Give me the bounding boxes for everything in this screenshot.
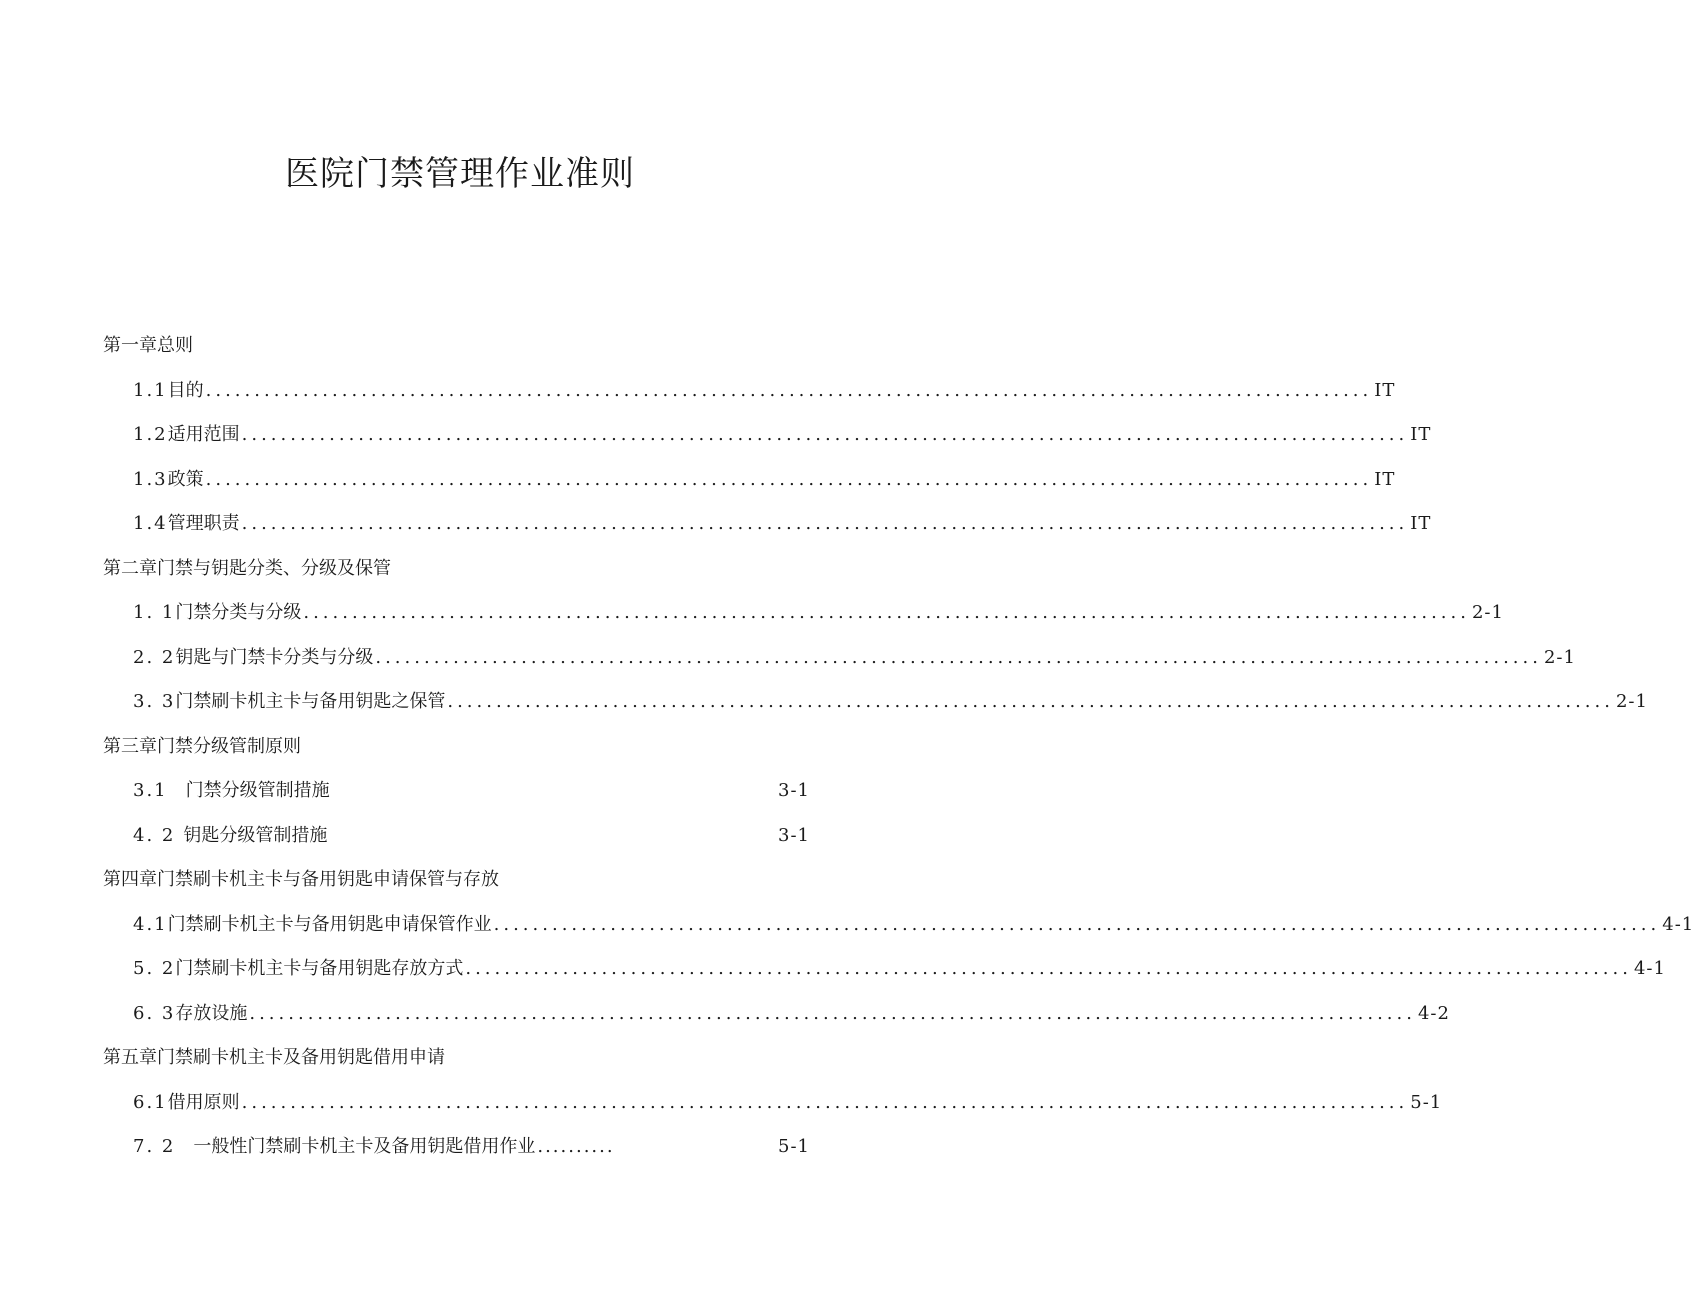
toc-entry-label: 存放设施 xyxy=(175,1003,248,1024)
toc-entry-number: 3. 3 xyxy=(133,691,176,712)
toc-entry xyxy=(133,509,1432,535)
toc-entry-number: 4. 2 xyxy=(133,825,176,846)
toc-chapter-heading xyxy=(103,732,301,758)
toc-entry-number: 4.1 xyxy=(133,914,168,935)
toc-entry xyxy=(133,910,1694,936)
toc-entry-label: 钥匙与门禁卡分类与分级 xyxy=(175,647,374,668)
toc-dot-leader: ........................................................................................................................ xyxy=(249,1003,1416,1024)
toc-page-number: 5-1 xyxy=(1410,1092,1443,1113)
toc-entry xyxy=(133,1132,810,1158)
toc-page-number: IT xyxy=(1374,380,1396,401)
toc-chapter-label: 第一章总则 xyxy=(103,335,193,356)
toc-entry-number: 1.4 xyxy=(133,513,168,534)
toc-entry-number: 1.3 xyxy=(133,469,168,490)
toc-chapter-label: 第三章门禁分级管制原则 xyxy=(103,736,301,757)
toc-entry xyxy=(133,999,1450,1025)
toc-entry-label: 政策 xyxy=(167,469,204,490)
toc-entry xyxy=(133,687,1648,713)
toc-chapter-label: 第四章门禁刷卡机主卡与备用钥匙申请保管与存放 xyxy=(103,869,499,890)
toc-dot-leader: ........................................................................................................................ xyxy=(241,513,1409,534)
toc-entry-number: 1. 1 xyxy=(133,602,176,623)
toc-page-number: 2-1 xyxy=(1471,602,1504,623)
toc-entry xyxy=(133,420,1432,446)
toc-entry-label: 门禁刷卡机主卡与备用钥匙之保管 xyxy=(175,691,446,712)
toc-entry-number: 6.1 xyxy=(133,1092,168,1113)
toc-entry-number: 1.2 xyxy=(133,424,168,445)
toc-entry xyxy=(133,954,1666,980)
toc-chapter-heading xyxy=(103,331,193,357)
toc-entry-label: 钥匙分级管制措施 xyxy=(183,825,328,846)
toc-page-number: IT xyxy=(1374,469,1396,490)
document-title: 医院门禁管理作业准则 xyxy=(285,154,635,194)
toc-chapter-label: 第五章门禁刷卡机主卡及备用钥匙借用申请 xyxy=(103,1047,445,1068)
toc-entry xyxy=(133,376,1396,402)
toc-dot-leader: ........................................................................................................................ xyxy=(465,958,1632,979)
toc-dot-leader: ........................................................................................................................ xyxy=(303,602,1470,623)
toc-page-number: 5-1 xyxy=(778,1136,810,1157)
toc-entry-number: 2. 2 xyxy=(133,647,176,668)
toc-entry-label: 门禁分类与分级 xyxy=(175,602,302,623)
toc-page-number: 4-2 xyxy=(1417,1003,1450,1024)
toc-entry-label: 目的 xyxy=(167,380,204,401)
toc-entry-number: 5. 2 xyxy=(133,958,176,979)
toc-entry-label: 门禁刷卡机主卡与备用钥匙申请保管作业 xyxy=(167,914,492,935)
toc-entry xyxy=(133,1088,1443,1114)
toc-entry xyxy=(133,776,810,802)
toc-dot-leader: ........................................................................................................................ xyxy=(241,424,1409,445)
toc-page-number: 2-1 xyxy=(1615,691,1648,712)
toc-entry-number: 1.1 xyxy=(133,380,168,401)
toc-entry-number: 3.1 xyxy=(133,780,168,801)
toc-entry xyxy=(133,821,810,847)
toc-entry xyxy=(133,598,1504,624)
toc-entry-label: 门禁分级管制措施 xyxy=(185,780,330,801)
toc-dot-leader: ........................................................................................................................ xyxy=(205,380,1373,401)
toc-dot-leader: ........................................................................................................................ xyxy=(447,691,1614,712)
toc-page-number: 4-1 xyxy=(1662,914,1694,935)
toc-page-number: IT xyxy=(1410,513,1432,534)
toc-chapter-label: 第二章门禁与钥匙分类、分级及保管 xyxy=(103,558,391,579)
toc-entry-label: 借用原则 xyxy=(167,1092,240,1113)
toc-chapter-heading xyxy=(103,1043,445,1069)
toc-entry-number: 6. 3 xyxy=(133,1003,176,1024)
toc-entry-label: 管理职责 xyxy=(167,513,240,534)
toc-page-number: 3-1 xyxy=(778,780,810,801)
toc-entry-label: 一般性门禁刷卡机主卡及备用钥匙借用作业 xyxy=(193,1136,536,1157)
toc-entry xyxy=(133,643,1576,669)
toc-entry-number: 7. 2 xyxy=(133,1136,176,1157)
toc-entry-label: 门禁刷卡机主卡与备用钥匙存放方式 xyxy=(175,958,464,979)
toc-chapter-heading xyxy=(103,554,391,580)
toc-entry-label: 适用范围 xyxy=(167,424,240,445)
toc-dot-leader: .......... xyxy=(537,1136,615,1157)
toc-page-number: IT xyxy=(1410,424,1432,445)
toc-dot-leader: ........................................................................................................................ xyxy=(205,469,1373,490)
toc-chapter-heading xyxy=(103,865,499,891)
toc-dot-leader: ........................................................................................................................ xyxy=(493,914,1661,935)
toc-dot-leader: ........................................................................................................................ xyxy=(241,1092,1409,1113)
toc-page-number: 2-1 xyxy=(1543,647,1576,668)
toc-entry xyxy=(133,465,1396,491)
toc-page-number: 4-1 xyxy=(1633,958,1666,979)
toc-page-number: 3-1 xyxy=(778,825,810,846)
toc-dot-leader: ........................................................................................................................ xyxy=(375,647,1542,668)
